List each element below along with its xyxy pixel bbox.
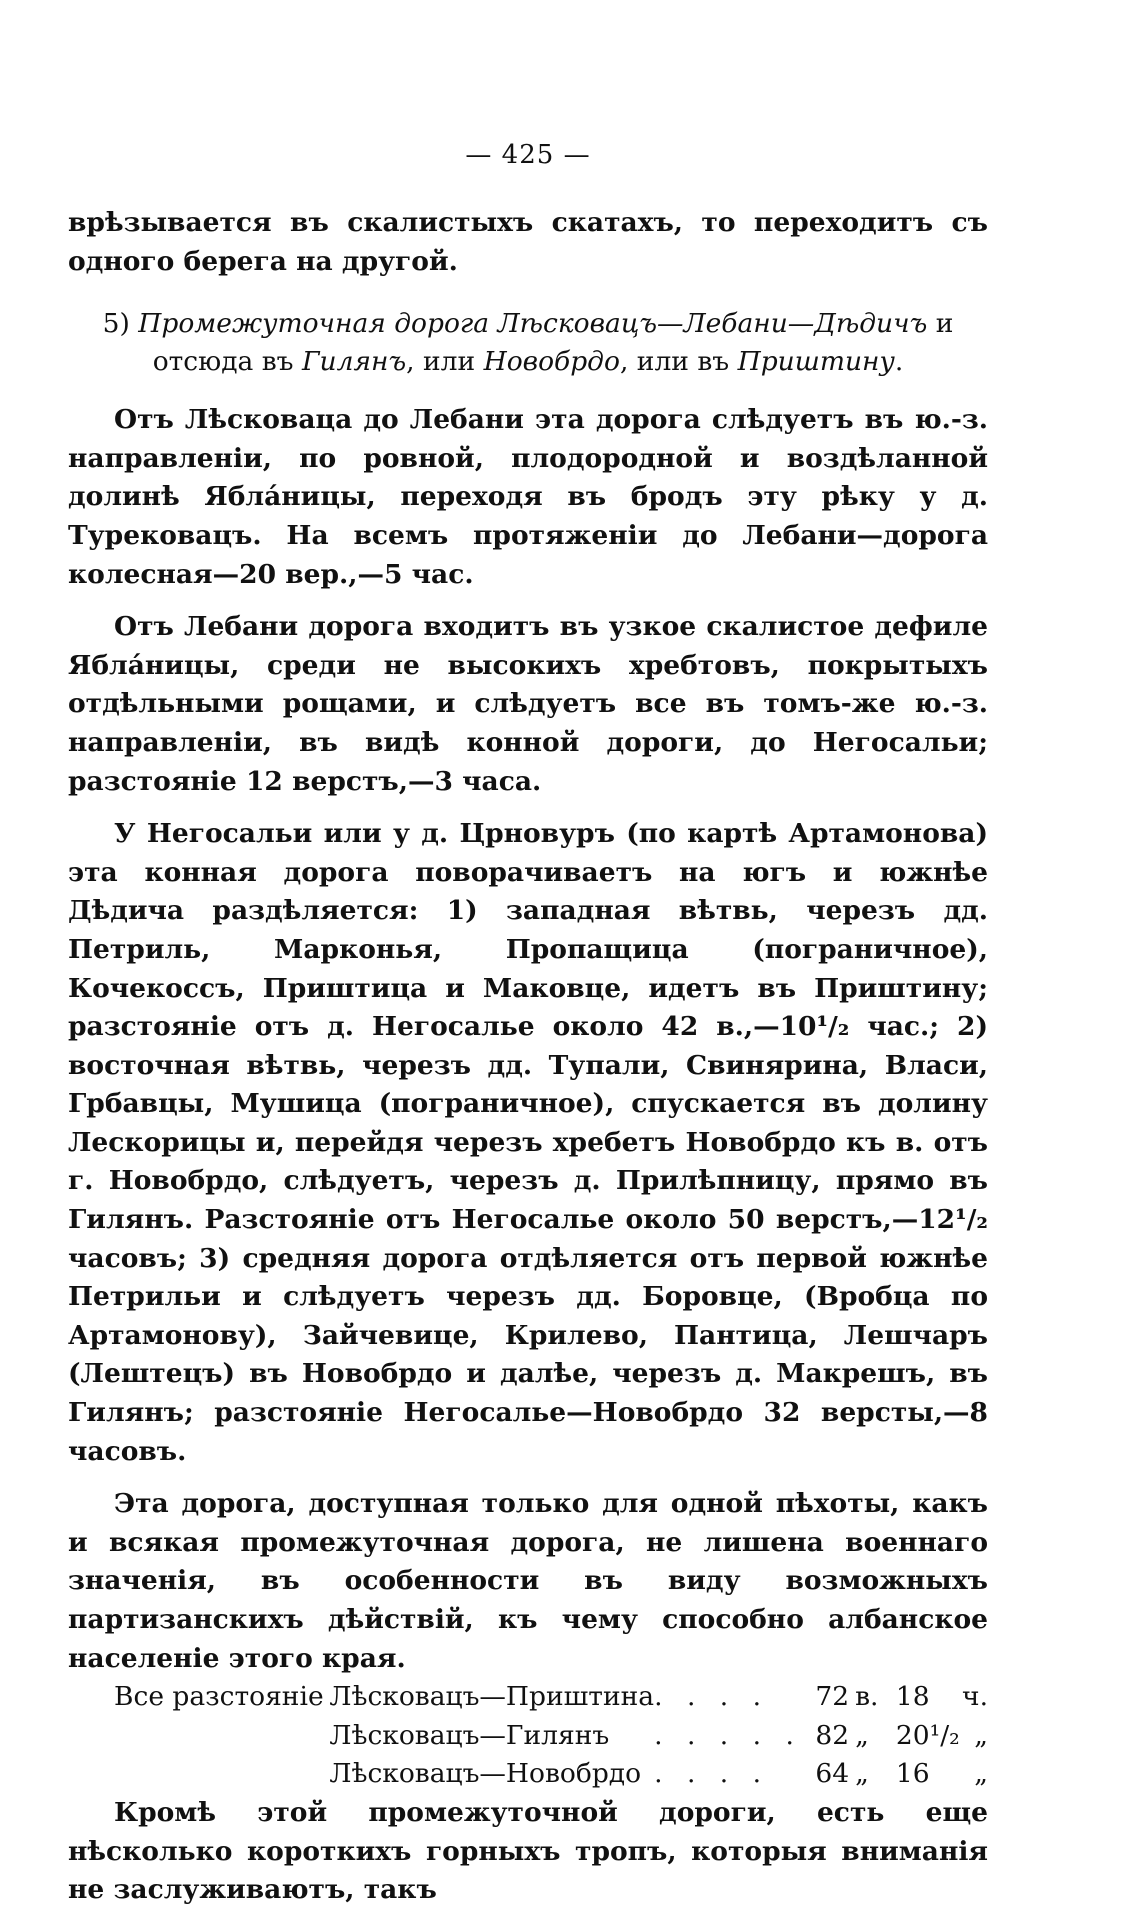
document-page bbox=[68, 0, 988, 1906]
paragraph: Эта дорога, доступная только для одной пѣхоты, какъ и всякая промежуточная дорога, не лишена военнаго значенія, въ особенности въ виду возможныхъ партизанскихъ дѣйствій, къ чему способно албанское населеніе этого края. bbox=[68, 1488, 988, 1674]
paragraph: Отъ Лебани дорога входитъ въ узкое скалистое дефиле Яблáницы, среди не высокихъ хребтовъ, покрытыхъ отдѣльными рощами, и слѣдуетъ все въ томъ-же ю.-з. направленіи, въ видѣ конной дороги, до Негосальи; разстояніе 12 верстъ,—3 часа. bbox=[68, 611, 988, 797]
distance-row: Все разстояніе Лѣсковацъ—Приштина . . . . 72 в. 18 ч. bbox=[114, 1678, 988, 1717]
distance-lead: Все разстояніе bbox=[114, 1681, 324, 1713]
distance-row: Лѣсковацъ—Новобрдо . . . . 64 „ 16 „ bbox=[329, 1758, 988, 1790]
body-text bbox=[68, 204, 988, 1910]
distance-table bbox=[114, 1678, 988, 1794]
distance-row: Лѣсковацъ—Гилянъ . . . . . 82 „ 20¹/₂ „ bbox=[329, 1719, 988, 1751]
heading-number: 5) bbox=[102, 308, 130, 340]
heading-route: Промежуточная дорога Лѣсковацъ—Лебани—Дѣдичъ bbox=[138, 308, 928, 340]
heading-place-novobrdo: Новобрдо bbox=[483, 346, 620, 378]
paragraph: Кромѣ этой промежуточной дороги, есть еще нѣсколько короткихъ горныхъ тропъ, которыя вниманія не заслуживаютъ, такъ bbox=[68, 1796, 988, 1906]
section-heading: 5) Промежуточная дорога Лѣсковацъ—Лебани—Дѣдичъ и отсюда въ Гилянъ, или Новобрдо, или въ Приштину. bbox=[102, 308, 954, 378]
page-number: — 425 — bbox=[465, 140, 591, 170]
heading-place-gilyan: Гилянъ bbox=[301, 346, 407, 378]
paragraph: У Негосальи или у д. Црновуръ (по картѣ Артамонова) эта конная дорога поворачиваетъ на югъ и южнѣе Дѣдича раздѣляется: 1) западная вѣтвь, черезъ дд. Петриль, Марконья, Пропащица (пограничное), Кочекоссъ, Приштица и Маковце, идетъ въ Приштину; разстояніе отъ д. Негосалье около 42 в.,—10¹/₂ час.; 2) восточная вѣтвь, черезъ дд. Тупали, Свинярина, Власи, Грбавцы, Мушица (пограничное), спускается въ долину Лескорицы и, перейдя черезъ хребетъ Новобрдо къ в. отъ г. Новобрдо, слѣдуетъ, черезъ д. Прилѣпницу, прямо въ Гилянъ. Разстояніе отъ Негосалье около 50 верстъ,—12¹/₂ часовъ; 3) средняя дорога отдѣляется отъ первой южнѣе Петрильи и слѣдуетъ черезъ дд. Боровце, (Вробца по Артамонову), Зайчевице, Крилево, Пантица, Лешчаръ (Лештецъ) въ Новобрдо и далѣе, черезъ д. Макрешъ, въ Гилянъ; разстояніе Негосалье—Новобрдо 32 версты,—8 часовъ. bbox=[68, 818, 988, 1467]
paragraph: Отъ Лѣсковаца до Лебани эта дорога слѣдуетъ въ ю.-з. направленіи, по ровной, плодородной и воздѣланной долинѣ Яблáницы, переходя въ бродъ эту рѣку у д. Турековацъ. На всемъ протяженіи до Лебани—дорога колесная—20 вер.,—5 час. bbox=[68, 404, 988, 590]
paragraph-continuation: врѣзывается въ скалистыхъ скатахъ, то переходитъ съ одного берега на другой. bbox=[68, 207, 988, 277]
heading-place-prishtina: Приштину bbox=[737, 346, 895, 378]
